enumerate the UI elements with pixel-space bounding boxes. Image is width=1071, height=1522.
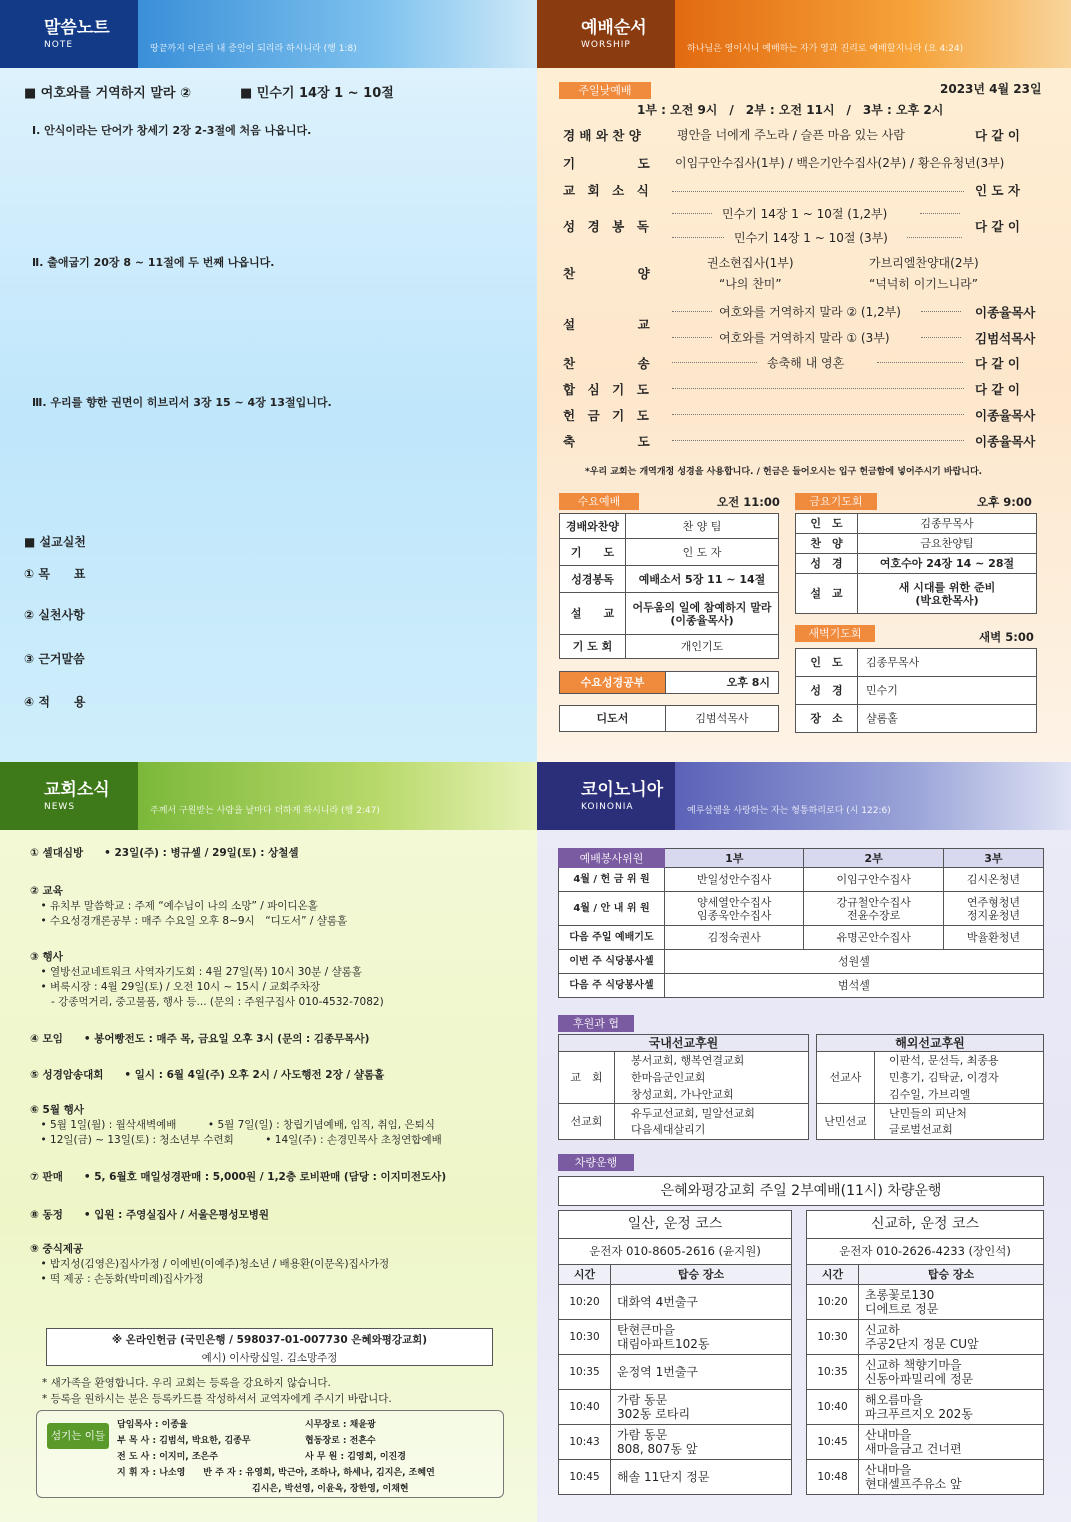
friday-time: 오후 9:00: [977, 495, 1032, 509]
order-label: 설 교: [563, 317, 650, 332]
table-cell: 박율환청년: [943, 926, 1043, 950]
table-row: [560, 694, 779, 706]
friday-table: [795, 513, 1037, 614]
route-title: 일산, 운정 코스: [559, 1211, 792, 1239]
route-time: 10:40: [559, 1390, 611, 1425]
staff-entry: 사 무 원 : 김영희, 이진경: [305, 1452, 406, 1462]
domestic-support-table: [558, 1034, 809, 1140]
news-verse: 주께서 구원받는 사람을 날마다 더하게 하시니라 (행 2:47): [138, 762, 537, 830]
order-leader: 이종율목사: [975, 305, 1036, 320]
koinonia-header: [537, 762, 1071, 830]
note-point-2: Ⅱ. 출애굽기 20장 8 ~ 11절에 두 번째 나옵니다.: [32, 256, 275, 269]
shuttle-tag: 차량운행: [558, 1154, 634, 1171]
news-line: ⑤ 성경암송대회 • 일시 : 6월 4일(주) 오후 2시 / 사도행전 2장 / 샬롬홀: [30, 1069, 385, 1081]
route-time: 10:48: [807, 1460, 859, 1495]
service-volunteers-table: [558, 848, 1044, 998]
dotted-leader: [672, 433, 964, 441]
table-row: [559, 1104, 809, 1140]
table-row: [560, 539, 779, 566]
order-label: 경 배 와 찬 양: [563, 128, 641, 143]
route-stop: 신교하 주공2단지 정문 CU앞: [859, 1320, 1044, 1355]
note-header: [0, 0, 537, 68]
table-cell: 예배소서 5장 11 ~ 14절: [626, 566, 779, 593]
note-point-1: Ⅰ. 안식이라는 단어가 창세기 2장 2-3절에 처음 나옵니다.: [32, 124, 312, 137]
staff-entry: 협동장로 : 전흔수: [305, 1436, 376, 1446]
practice-heading: ■ 설교실천: [24, 535, 86, 549]
route-table: [806, 1210, 1044, 1495]
route-stop: 운정역 1번출구: [611, 1355, 792, 1390]
service-date: 2023년 4월 23일: [940, 82, 1042, 96]
dotted-leader: [920, 206, 960, 214]
table-row: [559, 1052, 809, 1104]
note-title: 말씀노트: [44, 18, 110, 38]
table-cell: 인 도: [796, 649, 858, 677]
table-cell: 성경봉독: [560, 566, 626, 593]
route-driver: 운전자 010-2626-4233 (장인석): [807, 1239, 1044, 1265]
table-row: [807, 1285, 1044, 1320]
table-cell: 4월 / 헌 금 위 원: [559, 868, 665, 892]
table-cell: 인 도 자: [626, 539, 779, 566]
route-singyoha: [806, 1210, 1044, 1495]
online-offering-account: ※ 온라인헌금 (국민은행 / 598037-01-007730 은혜와평강교회): [111, 1334, 428, 1346]
route-time: 10:35: [559, 1355, 611, 1390]
table-spacer: [666, 694, 779, 706]
dotted-leader: [921, 330, 961, 338]
table-cell: 교 회: [559, 1052, 615, 1104]
table-cell: 유명곤안수집사: [804, 926, 943, 950]
table-row: [559, 1285, 792, 1320]
table-row: [559, 1425, 792, 1460]
worship-verse: 하나님은 영이시니 예배하는 자가 영과 진리로 예배할지니라 (요 4:24): [675, 0, 1071, 68]
table-cell: 해외선교후원: [817, 1035, 1044, 1052]
route-time: 10:45: [559, 1460, 611, 1495]
news-line: • 유치부 말씀학교 : 주제 “예수님이 나의 소망” / 파이디온홀: [30, 900, 318, 912]
table-cell: [858, 574, 1037, 614]
table-row: [559, 868, 1044, 892]
route-stop: 해오름마을 파크푸르지오 202동: [859, 1390, 1044, 1425]
staff-entry: 김시은, 박선영, 이윤옥, 장한영, 이채현: [117, 1484, 409, 1494]
table-row: [796, 649, 1037, 677]
staff-tag: 섬기는 이들: [47, 1423, 109, 1449]
news-line: ⑨ 중식제공: [30, 1243, 84, 1255]
table-row: [807, 1320, 1044, 1355]
table-cell: 장 소: [796, 705, 858, 733]
table-cell: 1부: [665, 849, 804, 868]
news-line: - 강종먹거리, 중고물품, 행사 등... (문의 : 주원구집사 010-4532-7082): [30, 996, 384, 1008]
koinonia-panel: [537, 762, 1071, 1522]
route-stop: 대화역 4번출구: [611, 1285, 792, 1320]
table-row: [560, 706, 779, 732]
table-row: [560, 635, 779, 659]
table-cell: 양세열안수집사 임종욱안수집사: [665, 892, 804, 926]
route-time: 10:45: [807, 1425, 859, 1460]
route-stop: 탄현큰마을 대림아파트102동: [611, 1320, 792, 1355]
wednesday-time: 오전 11:00: [717, 495, 780, 509]
table-row: [560, 672, 779, 694]
table-cell: 4월 / 안 내 위 원: [559, 892, 665, 926]
route-time: 10:30: [559, 1320, 611, 1355]
table-cell: 2부: [804, 849, 943, 868]
table-row: [559, 1460, 792, 1495]
practice-item: ③ 근거말씀: [24, 652, 85, 666]
news-panel: [0, 762, 537, 1522]
table-cell: 국내선교후원: [559, 1035, 809, 1052]
practice-item: ② 실천사항: [24, 608, 85, 622]
dotted-leader: [672, 381, 964, 389]
route-stop: 산내마을 현대셀프주유소 앞: [859, 1460, 1044, 1495]
order-label: 찬 양: [563, 266, 650, 281]
table-cell: 김시온청년: [943, 868, 1043, 892]
route-stop: 가람 동문 302동 로타리: [611, 1390, 792, 1425]
table-row: [560, 593, 779, 635]
friday-tag: 금요기도회: [795, 493, 877, 510]
news-line: ② 교육: [30, 885, 63, 897]
table-cell: 개인기도: [626, 635, 779, 659]
shuttle-title: 은혜와평강교회 주일 2부예배(11시) 차량운행: [558, 1176, 1044, 1206]
table-cell: 샬롬홀: [858, 705, 1037, 733]
route-time: 10:30: [807, 1320, 859, 1355]
news-line: ④ 모임 • 봉어빵전도 : 매주 목, 금요일 오후 3시 (문의 : 김종무목사): [30, 1033, 370, 1045]
order-detail: 민수기 14장 1 ~ 10절 (3부): [734, 231, 888, 245]
table-row: [807, 1460, 1044, 1495]
news-header: [0, 762, 537, 830]
sermon-title: ■ 여호와를 거역하지 말라 ②: [24, 86, 191, 101]
table-row: [807, 1390, 1044, 1425]
order-detail: 여호와를 거역하지 말라 ① (3부): [719, 331, 890, 345]
news-line: • 벼룩시장 : 4월 29일(토) / 오전 10시 ~ 15시 / 교회주차장: [30, 981, 321, 993]
order-label: 합 심 기 도: [563, 382, 649, 397]
table-row: [559, 1265, 792, 1285]
news-line: • 밥지성(김영은)집사가정 / 이예빈(이예주)청소년 / 배용환(이문옥)집사가정: [30, 1258, 390, 1270]
order-label: 기 도: [563, 156, 650, 171]
news-line: • 12일(금) ~ 13일(토) : 청소년부 수련회 • 14일(주) : 손경민목사 초청연합예배: [30, 1134, 442, 1146]
dotted-leader: [672, 230, 724, 238]
route-title: 신교하, 운정 코스: [807, 1211, 1044, 1239]
staff-entry: 전 도 사 : 이지미, 조은주: [117, 1452, 218, 1462]
table-cell: 디도서: [560, 706, 666, 732]
route-stop: 신교하 책향기마을 신동아파밀리에 정문: [859, 1355, 1044, 1390]
news-line: • 5월 1일(월) : 월삭새벽예배 • 5월 7일(일) : 창립기념예배, 임직, 취임, 은퇴식: [30, 1119, 435, 1131]
table-cell: 다음 주 식당봉사셀: [559, 974, 665, 998]
table-cell: 이임구안수집사: [804, 868, 943, 892]
news-title: 교회소식: [44, 780, 110, 800]
table-header: 탑승 장소: [611, 1265, 792, 1285]
table-cell: 반일성안수집사: [665, 868, 804, 892]
table-cell: 김종무목사: [858, 514, 1037, 534]
route-ilsan: [558, 1210, 792, 1495]
table-cell: 기 도 회: [560, 635, 626, 659]
table-row: [807, 1355, 1044, 1390]
wednesday-tag: 수요예배: [559, 493, 639, 510]
order-leader: 다 같 이: [975, 128, 1020, 143]
table-row: [559, 950, 1044, 974]
table-cell: 이판석, 문선득, 최종용 민흥기, 김탁균, 이경자 김수일, 가브리엘: [875, 1052, 1044, 1104]
worship-note: *우리 교회는 개역개정 성경을 사용합니다. / 헌금은 들어오시는 입구 헌금함에 넣어주시기 바랍니다.: [585, 467, 983, 477]
news-line: ① 셀대심방 • 23일(주) : 병규셀 / 29일(토) : 상철셀: [30, 847, 299, 859]
dotted-leader: [877, 355, 963, 363]
news-line: • 수요성경개론공부 : 매주 수요일 오후 8~9시 “디도서” / 샬롬홀: [30, 915, 348, 927]
table-row: [807, 1265, 1044, 1285]
dotted-leader: [672, 355, 757, 363]
table-cell: 예배봉사위원: [559, 849, 665, 868]
note-subtitle: NOTE: [44, 40, 74, 50]
staff-entry: 담임목사 : 이종율: [117, 1420, 188, 1430]
table-row: [796, 534, 1037, 554]
staff-box: [36, 1410, 504, 1498]
route-stop: 초롱꽃로130 디에트로 정문: [859, 1285, 1044, 1320]
news-subtitle: NEWS: [44, 802, 76, 812]
table-cell: 인 도: [796, 514, 858, 534]
table-row: [560, 566, 779, 593]
cell-line: 어두움의 일에 참예하지 말라: [632, 600, 772, 614]
news-line: ⑥ 5월 행사: [30, 1104, 84, 1116]
news-title-box: [0, 762, 138, 830]
order-leader: 이종율목사: [975, 408, 1036, 423]
welcome-line: * 새가족을 환영합니다. 우리 교회는 등록을 강요하지 않습니다.: [42, 1377, 331, 1389]
order-leader: 인 도 자: [975, 183, 1020, 198]
route-time: 10:20: [559, 1285, 611, 1320]
online-offering-box: [46, 1328, 493, 1366]
table-cell: 여호수아 24장 14 ~ 28절: [858, 554, 1037, 574]
table-row: [796, 574, 1037, 614]
table-cell: 기 도: [560, 539, 626, 566]
news-line: ⑦ 판매 • 5, 6월호 매일성경판매 : 5,000원 / 1,2층 로비판매 (담당 : 이지미전도사): [30, 1171, 447, 1183]
order-detail: 이임구안수집사(1부) / 백은기안수집사(2부) / 황은유청년(3부): [675, 156, 1005, 170]
dawn-tag: 새벽기도회: [795, 625, 875, 642]
order-detail: 가브리엘찬양대(2부): [869, 256, 979, 270]
table-cell: 경배와찬양: [560, 514, 626, 539]
table-row: [807, 1211, 1044, 1239]
worship-panel: [537, 0, 1071, 762]
news-line: ⑧ 동정 • 입원 : 주영실집사 / 서울은평성모병원: [30, 1209, 269, 1221]
dawn-time: 새벽 5:00: [979, 630, 1034, 644]
order-label: 성 경 봉 독: [563, 219, 649, 234]
route-stop: 해솔 11단지 정문: [611, 1460, 792, 1495]
welcome-line: * 등록을 원하시는 분은 등록카드를 작성하셔서 교역자에게 주시기 바랍니다.: [42, 1393, 392, 1405]
cell-line: (이종율목사): [670, 613, 734, 627]
table-row: [559, 1211, 792, 1239]
order-leader: 다 같 이: [975, 382, 1020, 397]
note-verse: 땅끝까지 이르러 내 증인이 되리라 하시니라 (행 1:8): [138, 0, 537, 68]
table-row: [796, 554, 1037, 574]
wednesday-study-table: [559, 671, 779, 732]
table-row: [817, 1035, 1044, 1052]
order-detail: “나의 찬미”: [719, 277, 782, 291]
table-cell: 김종무목사: [858, 649, 1037, 677]
table-cell: 선교사: [817, 1052, 875, 1104]
table-cell: 민수기: [858, 677, 1037, 705]
table-spacer: [560, 694, 666, 706]
support-tag: 후원과 협: [558, 1015, 634, 1032]
order-leader: 다 같 이: [975, 356, 1020, 371]
table-cell: 난민선교: [817, 1104, 875, 1140]
table-cell: [626, 593, 779, 635]
news-line: ③ 행사: [30, 951, 63, 963]
table-row: [559, 1320, 792, 1355]
note-title-box: [0, 0, 138, 68]
order-detail: 평안을 너에게 주노라 / 슬픈 마음 있는 사람: [677, 128, 905, 142]
order-leader: 다 같 이: [975, 219, 1020, 234]
table-row: [559, 1355, 792, 1390]
staff-entry: 부 목 사 : 김범석, 박요한, 김종무: [117, 1436, 251, 1446]
table-row: [559, 1390, 792, 1425]
table-row: [796, 514, 1037, 534]
table-cell: 수요성경공부: [560, 672, 666, 694]
order-detail: “넉넉히 이기느니라”: [869, 277, 978, 291]
table-row: [807, 1239, 1044, 1265]
note-panel: [0, 0, 537, 762]
route-time: 10:40: [807, 1390, 859, 1425]
dotted-leader: [672, 407, 964, 415]
table-cell: 유두교선교회, 밀알선교회 다음세대살리기: [615, 1104, 809, 1140]
table-cell: 선교회: [559, 1104, 615, 1140]
dotted-leader: [672, 330, 712, 338]
order-leader: 이종율목사: [975, 434, 1036, 449]
table-cell: 봉서교회, 행복연결교회 한마음군인교회 창성교회, 가나안교회: [615, 1052, 809, 1104]
table-cell: 설 교: [796, 574, 858, 614]
table-cell: 이번 주 식당봉사셀: [559, 950, 665, 974]
koinonia-verse: 예루살렘을 사랑하는 자는 형통하리로다 (시 122:6): [675, 762, 1071, 830]
route-time: 10:20: [807, 1285, 859, 1320]
table-row: [559, 974, 1044, 998]
route-driver: 운전자 010-8605-2616 (윤지원): [559, 1239, 792, 1265]
table-cell: 오후 8시: [666, 672, 779, 694]
order-label: 헌 금 기 도: [563, 408, 649, 423]
order-label: 찬 송: [563, 356, 650, 371]
practice-item: ④ 적 용: [24, 695, 86, 709]
table-cell: 강규철안수집사 전윤수장로: [804, 892, 943, 926]
koinonia-subtitle: KOINONIA: [581, 802, 634, 812]
worship-title: 예배순서: [581, 18, 647, 38]
order-label: 축 도: [563, 434, 650, 449]
order-detail: 민수기 14장 1 ~ 10절 (1,2부): [722, 207, 888, 221]
table-row: [559, 892, 1044, 926]
order-leader: 김범석목사: [975, 331, 1036, 346]
dotted-leader: [672, 184, 964, 192]
table-cell: 다음 주일 예배기도: [559, 926, 665, 950]
table-cell: 설 교: [560, 593, 626, 635]
table-cell: 범석셀: [665, 974, 1044, 998]
online-offering-example: 예시) 이사랑십일. 김소망주정: [201, 1352, 338, 1364]
table-row: [807, 1425, 1044, 1460]
table-cell: 연주형청년 정지윤청년: [943, 892, 1043, 926]
table-cell: 찬 양 팀: [626, 514, 779, 539]
table-row: [559, 1035, 809, 1052]
table-row: [559, 1239, 792, 1265]
dotted-leader: [907, 230, 962, 238]
table-cell: 김정숙권사: [665, 926, 804, 950]
table-cell: 금요찬양팀: [858, 534, 1037, 554]
table-row: [796, 677, 1037, 705]
table-cell: 성 경: [796, 677, 858, 705]
route-stop: 산내마을 새마을금고 건너편: [859, 1425, 1044, 1460]
news-line: • 열방선교네트워크 사역자기도회 : 4월 27일(목) 10시 30분 / 샬롬홀: [30, 966, 362, 978]
table-header: 시간: [807, 1265, 859, 1285]
table-cell: 성원셀: [665, 950, 1044, 974]
dotted-leader: [672, 206, 712, 214]
cell-line: (박요한목사): [915, 593, 979, 607]
dotted-leader: [921, 304, 961, 312]
dotted-leader: [672, 304, 712, 312]
route-stop: 가람 동문 808, 807동 앞: [611, 1425, 792, 1460]
service-times: 1부 : 오전 9시 / 2부 : 오전 11시 / 3부 : 오후 2시: [637, 103, 944, 117]
note-point-3: Ⅲ. 우리를 향한 권면이 히브리서 3장 15 ~ 4장 13절입니다.: [32, 396, 332, 409]
order-detail: 송축해 내 영혼: [767, 356, 845, 370]
table-cell: 김범석목사: [666, 706, 779, 732]
cell-line: 새 시대를 위한 준비: [898, 580, 996, 594]
table-row: [559, 926, 1044, 950]
staff-entry: 시무장로 : 채윤광: [305, 1420, 376, 1430]
wednesday-table: [559, 513, 779, 659]
route-table: [558, 1210, 792, 1495]
news-line: • 떡 제공 : 손동화(박미례)집사가정: [30, 1273, 204, 1285]
practice-item: ① 목 표: [24, 567, 86, 581]
route-time: 10:43: [559, 1425, 611, 1460]
table-header: 탑승 장소: [859, 1265, 1044, 1285]
table-row: [796, 705, 1037, 733]
koinonia-title-box: [537, 762, 675, 830]
order-detail: 권소현집사(1부): [707, 256, 794, 270]
dawn-table: [795, 648, 1037, 733]
table-header: 시간: [559, 1265, 611, 1285]
table-row: [559, 849, 1044, 868]
worship-header: [537, 0, 1071, 68]
table-row: [817, 1104, 1044, 1140]
koinonia-title: 코이노니아: [581, 780, 664, 800]
staff-entry: 지 휘 자 : 나소영 반 주 자 : 유영희, 박근아, 조하나, 하세나, 김지은, 조혜연: [117, 1468, 435, 1478]
route-time: 10:35: [807, 1355, 859, 1390]
sunday-service-tag: 주일낮예배: [559, 82, 651, 99]
worship-title-box: [537, 0, 675, 68]
table-cell: 난민들의 피난처 글로벌선교회: [875, 1104, 1044, 1140]
order-detail: 여호와를 거역하지 말라 ② (1,2부): [719, 305, 901, 319]
table-row: [817, 1052, 1044, 1104]
table-cell: 찬 양: [796, 534, 858, 554]
table-row: [560, 514, 779, 539]
overseas-support-table: [816, 1034, 1044, 1140]
sermon-scripture: ■ 민수기 14장 1 ~ 10절: [240, 86, 394, 101]
table-cell: 3부: [943, 849, 1043, 868]
worship-subtitle: WORSHIP: [581, 40, 631, 50]
order-label: 교 회 소 식: [563, 183, 649, 198]
table-cell: 성 경: [796, 554, 858, 574]
